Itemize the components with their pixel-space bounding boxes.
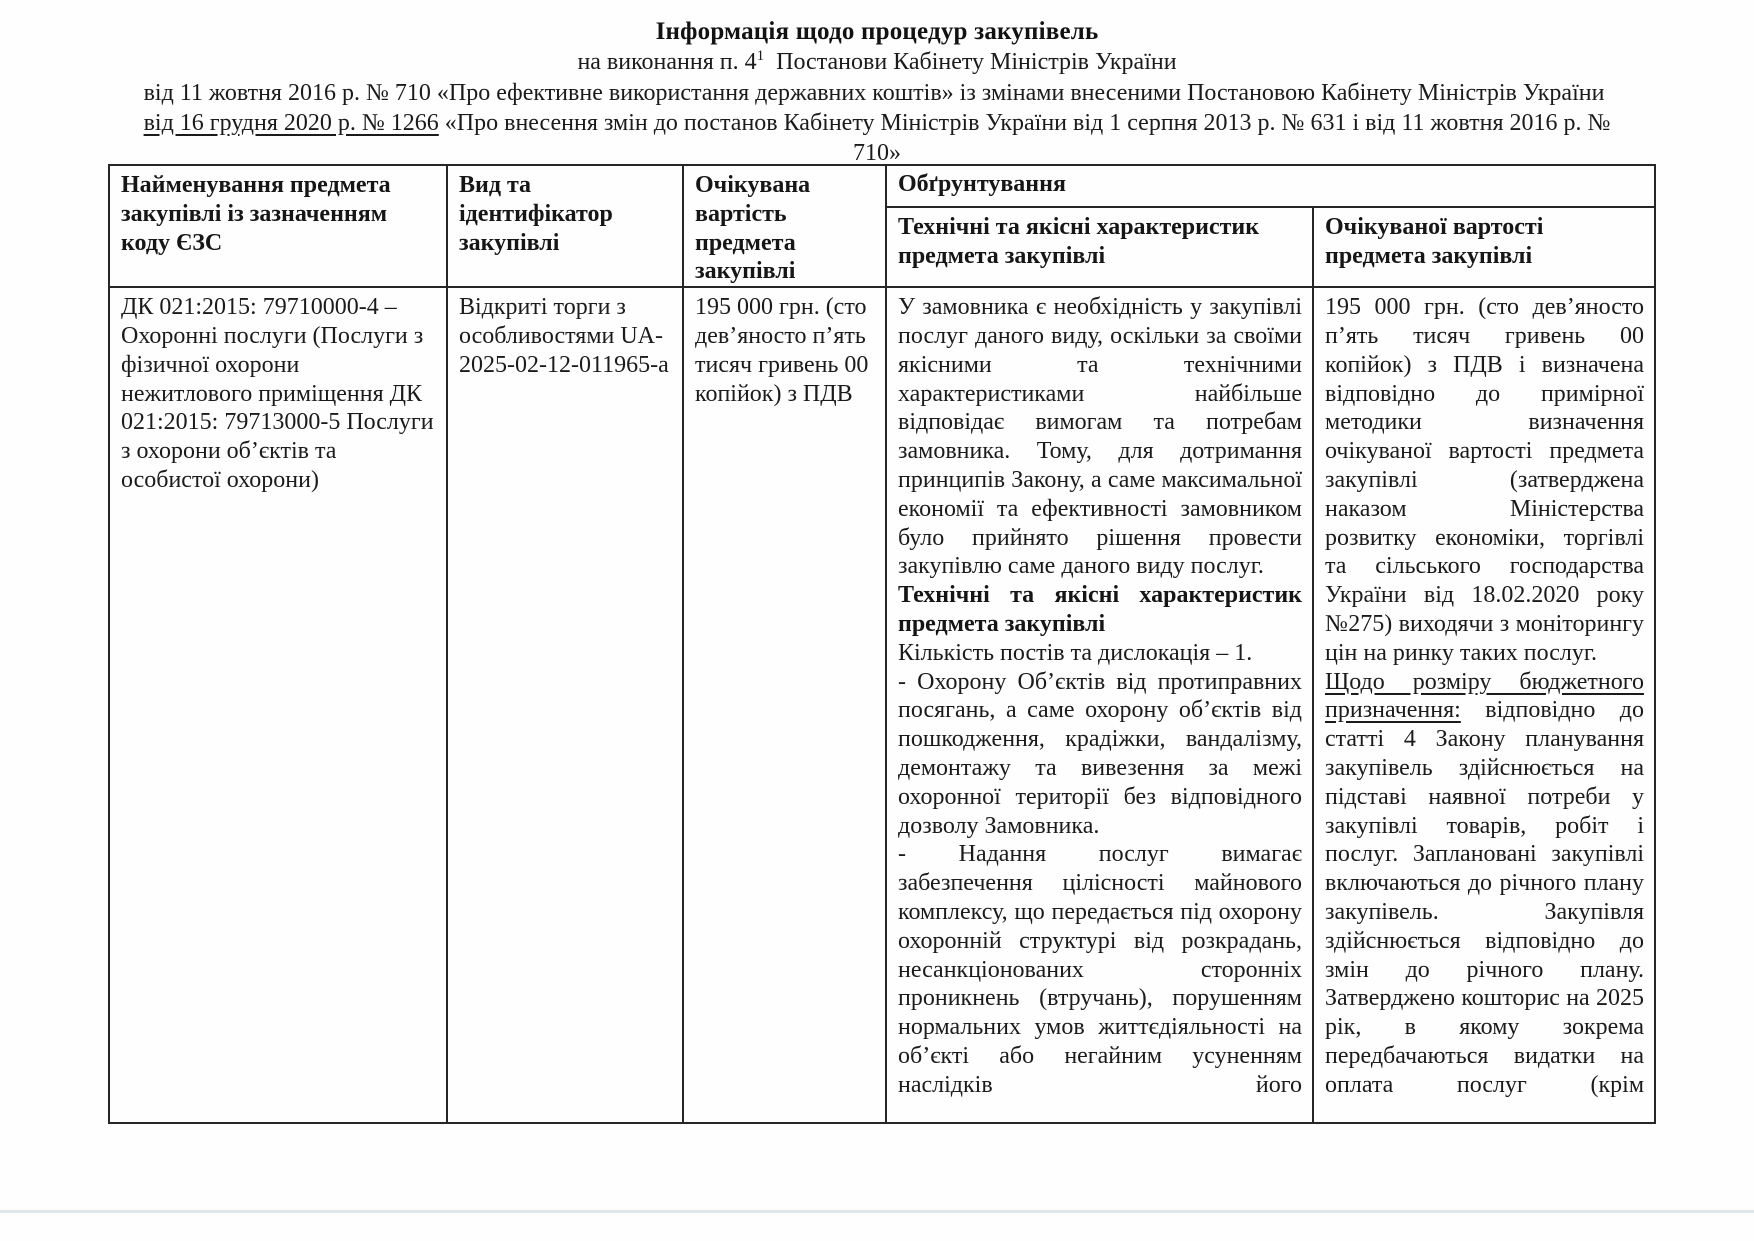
value-justification-cell [1313, 287, 1655, 1123]
subtitle-prefix: на виконання п. 4 [577, 49, 757, 75]
header-tech-quality: Технічні та якісні характеристик предмета закупівлі [886, 207, 1313, 287]
procedure-type-cell [447, 287, 683, 1123]
intro-text-1: від 11 жовтня 2016 р. № 710 «Про ефективне використання державних коштів» із змінами внесеними Постановою Кабінету Міністрів України [143, 80, 1611, 106]
header-subject: Найменування предмета закупівлі із зазначенням коду ЄЗС [109, 165, 447, 287]
subtitle-suffix: Постанови Кабінету Міністрів України [764, 49, 1177, 75]
header-justification-group: Обґрунтування [886, 165, 1655, 207]
intro-underlined-reference: від 16 грудня 2020 р. № 1266 [143, 110, 439, 136]
document-header [0, 0, 1754, 168]
subject-cell [109, 287, 447, 1123]
table-header-row-1 [109, 165, 1655, 207]
procurement-table [108, 164, 1656, 1124]
value-justification-text: 195 000 грн. (сто дев’яносто п’ять тисяч гривень 00 копійок) з ПДВ і визначена відповідно до примірної методики визначення очікуваної вартості предмета закупівлі (затверджена наказом Міністерства розвитку економіки, торгівлі та сільського господарства України від 18.02.2020 року №275) виходячи з моніторингу цін на ринку таких послуг. Щодо розміру бюджетного призначення: відповідно до статті 4 Закону планування закупівель здійснюється на підставі наявної потреби у закупівлі товарів, робіт і послуг. Заплановані закупівлі включаються до річного плану закупівель. Закупівля здійснюється відповідно до змін до річного плану. Затверджено кошторис на 2025 рік, в якому зокрема передбачаються видатки на оплата послуг (крім [1325, 294, 1645, 1098]
tech-justification-cell [886, 287, 1313, 1123]
intro-paragraph [131, 78, 1623, 168]
footnote-superscript: 1 [756, 48, 765, 64]
subject-text: ДК 021:2015: 79710000-4 – Охоронні послуги (Послуги з фізичної охорони нежитлового приміщення ДК 021:2015: 79713000-5 Послуги з охорони об’єктів та особистої охорони) [121, 294, 434, 493]
tech-justification-text: У замовника є необхідність у закупівлі послуг даного виду, оскільки за своїми якісними та технічними характеристиками найбільше відповідає вимогам та потребам замовника. Тому, для дотримання принципів Закону, а саме максимальної економії та ефективності замовником було прийнято рішення провести закупівлю саме даного виду послуг. Технічні та якісні характеристик предмета закупівлі Кількість постів та дислокація – 1. - Охорону Об’єктів від протиправних посягань, а саме охорону об’єктів від пошкодження, крадіжки, вандалізму, демонтажу та вивезення за межі охоронної території без відповідного дозволу Замовника. - Надання послуг вимагає забезпечення цілісності майнового комплексу, що передається під охорону охоронній структурі від розкрадань, несанкціонованих сторонніх проникнень (втручань), порушенням нормальних умов життєдіяльності на об’єкті або негайним усуненням наслідків його [898, 294, 1302, 1098]
scan-artifact-line [0, 1210, 1754, 1213]
header-type-id: Вид та ідентифікатор закупівлі [447, 165, 683, 287]
expected-value-cell [683, 287, 886, 1123]
header-expected-value-justification: Очікуваної вартості предмета закупівлі [1313, 207, 1655, 287]
procedure-type-text: Відкриті торги з особливостями UA-2025-02-12-011965-a [459, 294, 669, 378]
header-expected-value: Очікувана вартість предмета закупівлі [683, 165, 886, 287]
page-title: Інформація щодо процедур закупівель [655, 18, 1099, 45]
subtitle-line [0, 49, 1754, 76]
expected-value-text: 195 000 грн. (сто дев’яносто п’ять тисяч гривень 00 копійок) з ПДВ [695, 294, 869, 407]
table-row [109, 287, 1655, 1123]
intro-text-2: «Про внесення змін до постанов Кабінету Міністрів України від 1 серпня 2013 р. № 631 і від 11 жовтня 2016 р. № 710» [438, 110, 1611, 166]
